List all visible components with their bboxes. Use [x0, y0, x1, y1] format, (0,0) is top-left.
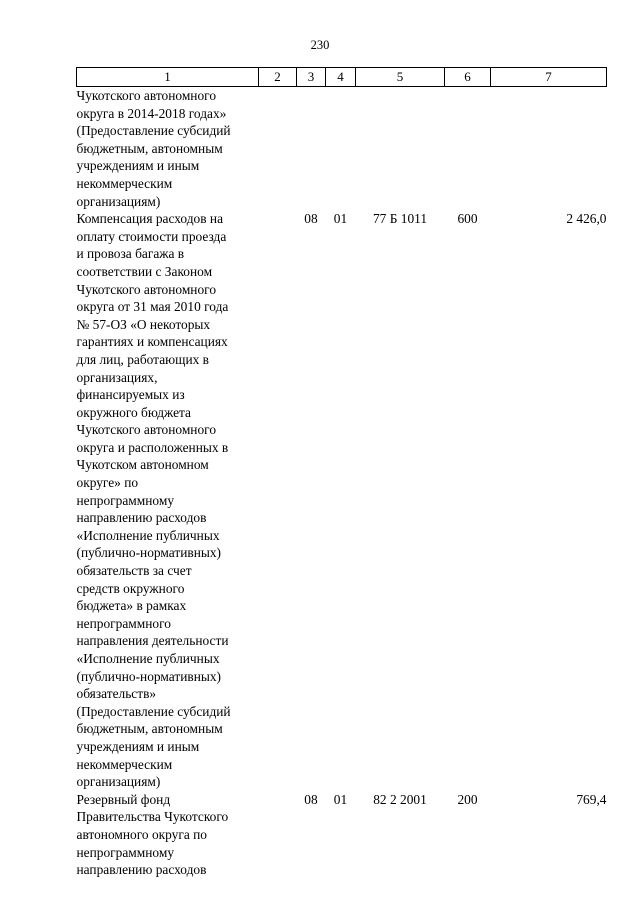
- row-section: [297, 87, 326, 211]
- row-expense-type: 600: [457, 211, 478, 227]
- row-subsection: 01: [333, 791, 348, 807]
- row-col-2: [259, 87, 297, 211]
- row-amount: [491, 87, 607, 211]
- header-col-4: 4: [326, 68, 356, 87]
- header-row: [77, 68, 607, 87]
- header-col-3: 3: [297, 68, 326, 87]
- row-subsection: [326, 87, 356, 211]
- row-description: Компенсация расходов на оплату стоимости проезда и провоза багажа в соответствии с Законом Чукотского автономного округа от 31 мая 2010 года № 57-ОЗ «О некоторых гарантиях и компенсациях для лиц, работающих в организациях, финансируемых из окружного бюджета Чукотского автономного округа и расположенных в Чукотском автономном округе» по непрограммному направлению расходов «Исполнение публичных (публично-нормативных) обязательств за счет средств окружного бюджета» в рамках непрограммного направления деятельности «Исполнение публичных (публично-нормативных) обязательств» (Предоставление субсидий бюджетным, автономным учреждениям и иным некоммерческим организациям): [76, 211, 231, 790]
- row-target-item: 82 2 2001: [373, 791, 427, 807]
- row-section: 08: [304, 791, 318, 807]
- row-col-2: [259, 210, 297, 791]
- row-subsection: 01: [333, 211, 348, 227]
- row-target-item: 77 Б 1011: [372, 211, 428, 227]
- table-row: [77, 87, 607, 211]
- row-section: 08: [304, 211, 318, 227]
- table-row: [77, 210, 607, 791]
- row-amount: 769,4: [576, 791, 607, 807]
- row-expense-type: [445, 87, 491, 211]
- header-col-2: 2: [259, 68, 297, 87]
- row-target-item: [356, 87, 445, 211]
- header-col-6: 6: [445, 68, 491, 87]
- row-description: Резервный фонд Правительства Чукотского автономного округа по непрограммному направлению расходов: [76, 791, 229, 878]
- row-col-2: [259, 791, 297, 879]
- header-col-5: 5: [356, 68, 445, 87]
- row-amount: 2 426,0: [566, 211, 607, 227]
- header-col-1: 1: [77, 68, 259, 87]
- header-col-7: 7: [491, 68, 607, 87]
- row-description: Чукотского автономного округа в 2014-2018 годах» (Предоставление субсидий бюджетным, автономным учреждениям и иным некоммерческим организациям): [76, 88, 231, 209]
- row-expense-type: 200: [457, 791, 478, 807]
- table-row: [77, 791, 607, 879]
- budget-table: [76, 67, 607, 879]
- page-number: 230: [310, 38, 330, 52]
